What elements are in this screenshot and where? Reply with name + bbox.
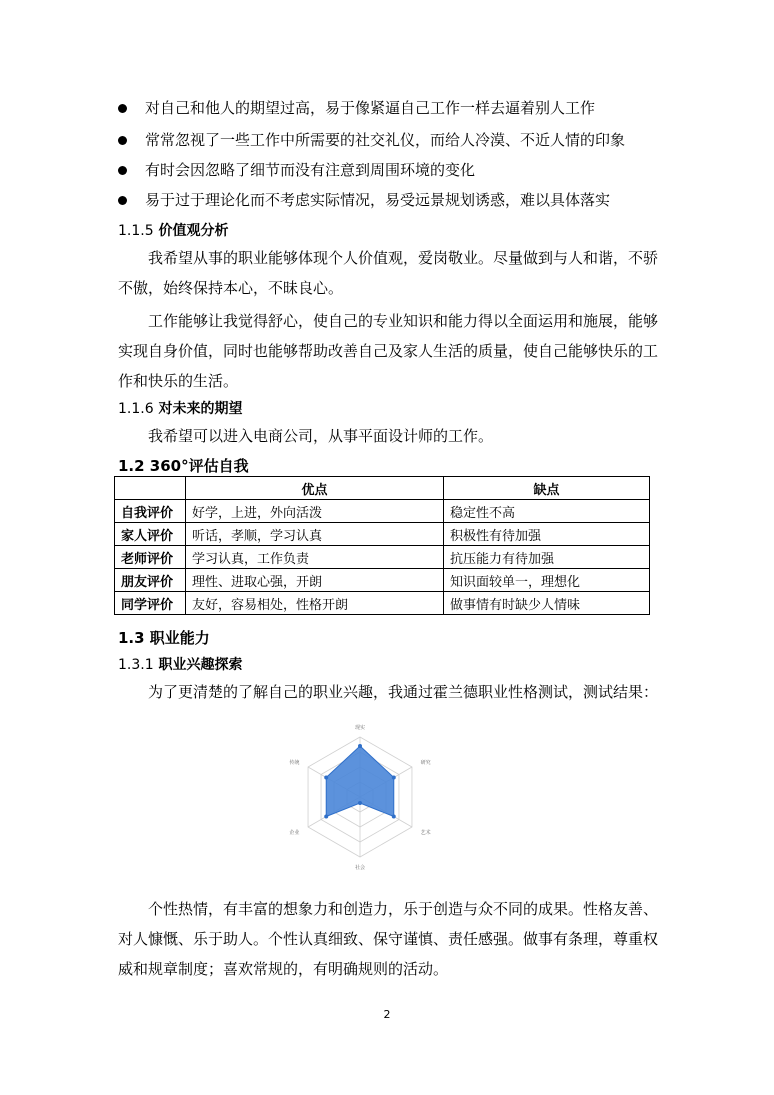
radar-axis-label: 企业	[289, 830, 300, 836]
radar-axis-label: 传统	[289, 760, 300, 766]
section-title: 价值观分析	[158, 223, 229, 239]
con-cell: 抗压能力有待加强	[444, 546, 650, 569]
radar-point	[392, 776, 396, 780]
table-row	[115, 500, 650, 523]
section-number: 1.1.5	[118, 223, 154, 239]
table-header-row	[115, 477, 650, 500]
bullet-dot-icon	[118, 196, 127, 205]
radar-point	[358, 801, 362, 805]
paragraph-personality: 个性热情，有丰富的想象力和创造力，乐于创造与众不同的成果。性格友善、对人慷慨、乐于助人。个性认真细致、保守谨慎、责任感强。做事有条理，尊重权威和规章制度；喜欢常规的，有明确规则的活动。	[118, 900, 659, 978]
paragraph-values-2: 工作能够让我觉得舒心，使自己的专业知识和能力得以全面运用和施展，能够实现自身价值，同时也能够帮助改善自己及家人生活的质量，使自己能够快乐的工作和快乐的生活。	[118, 312, 659, 390]
table-row	[115, 592, 650, 615]
row-label: 老师评价	[115, 546, 186, 569]
row-label: 家人评价	[115, 523, 186, 546]
row-label: 同学评价	[115, 592, 186, 615]
radar-axis-label: 社会	[354, 865, 366, 871]
bullet-dot-icon	[118, 166, 127, 175]
radar-point	[358, 744, 362, 748]
section-heading-116	[118, 398, 243, 418]
radar-axis-label: 研究	[420, 760, 431, 766]
radar-point	[324, 815, 328, 819]
section-heading-131	[118, 654, 243, 674]
section-heading-12: 1.2 360°评估自我	[118, 457, 249, 475]
section-heading-13: 1.3 职业能力	[118, 629, 210, 647]
con-cell: 知识面较单一，理想化	[444, 569, 650, 592]
pro-cell: 好学，上进，外向活泼	[186, 500, 444, 523]
pro-cell: 听话，孝顺，学习认真	[186, 523, 444, 546]
con-cell: 稳定性不高	[444, 500, 650, 523]
section-heading-115	[118, 220, 229, 240]
table-header-cell	[115, 477, 186, 500]
section-title: 职业兴趣探索	[158, 657, 243, 673]
table-row	[115, 546, 650, 569]
bullet-dot-icon	[118, 136, 127, 145]
radar-axis-label: 艺术	[420, 830, 431, 836]
section-title: 对未来的期望	[158, 401, 243, 417]
con-cell: 积极性有待加强	[444, 523, 650, 546]
bullet-dot-icon	[118, 104, 127, 113]
bullet-text: 易于过于理论化而不考虑实际情况，易受远景规划诱惑，难以具体落实	[145, 191, 611, 209]
con-cell: 做事情有时缺少人情味	[444, 592, 650, 615]
row-label: 朋友评价	[115, 569, 186, 592]
paragraph-expectation: 我希望可以进入电商公司，从事平面设计师的工作。	[148, 427, 494, 445]
pro-cell: 学习认真，工作负责	[186, 546, 444, 569]
bullet-text: 有时会因忽略了细节而没有注意到周围环境的变化	[145, 161, 476, 179]
paragraph-values-1: 我希望从事的职业能够体现个人价值观，爱岗敬业。尽量做到与人和谐，不骄不傲，始终保持本心，不昧良心。	[118, 249, 659, 297]
bullet-text: 对自己和他人的期望过高，易于像紧逼自己工作一样去逼着别人工作	[145, 99, 596, 117]
bullet-text: 常常忽视了一些工作中所需要的社交礼仪，而给人冷漠、不近人情的印象	[145, 131, 626, 149]
section-number: 1.1.6	[118, 401, 154, 417]
radar-point	[392, 815, 396, 819]
paragraph-interest: 为了更清楚的了解自己的职业兴趣，我通过霍兰德职业性格测试，测试结果：	[148, 683, 659, 701]
table-row	[115, 569, 650, 592]
row-label: 自我评价	[115, 500, 186, 523]
evaluation-table	[114, 476, 650, 615]
pro-cell: 理性、进取心强，开朗	[186, 569, 444, 592]
table-header-cell: 优点	[186, 477, 444, 500]
holland-radar-chart	[260, 710, 460, 880]
table-header-cell: 缺点	[444, 477, 650, 500]
table-row	[115, 523, 650, 546]
radar-point	[324, 776, 328, 780]
section-number: 1.3.1	[118, 657, 154, 673]
page-number: 2	[383, 1008, 391, 1021]
radar-axis-label: 现实	[354, 725, 366, 731]
pro-cell: 友好，容易相处，性格开朗	[186, 592, 444, 615]
